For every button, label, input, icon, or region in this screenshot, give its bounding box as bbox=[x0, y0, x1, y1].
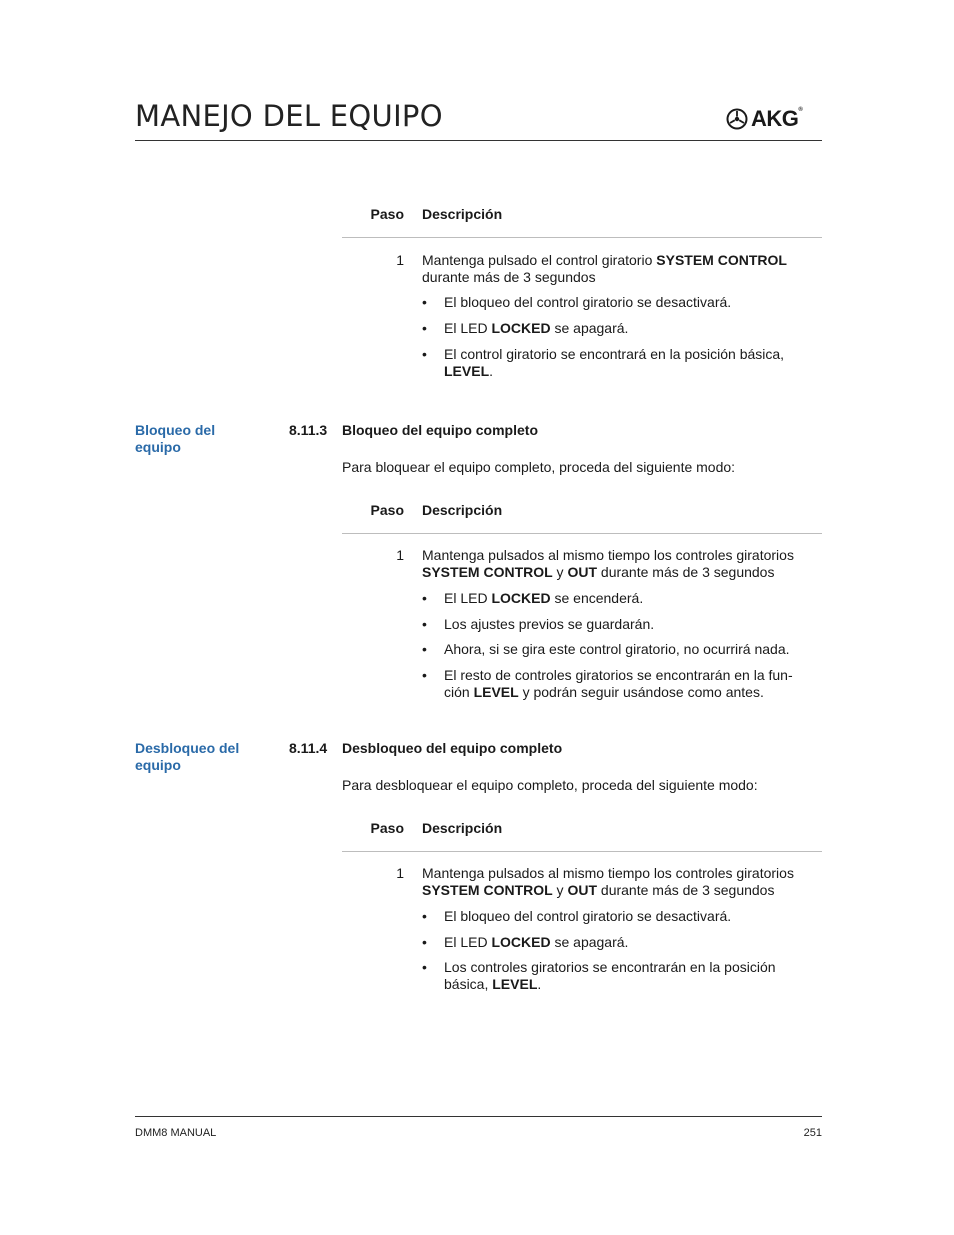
side-label-lock: Bloqueo del equipo bbox=[135, 422, 216, 455]
akg-logo bbox=[726, 106, 824, 132]
akg-emblem-icon bbox=[726, 108, 748, 130]
footer-manual-name: DMM8 MANUAL bbox=[135, 1127, 217, 1139]
side-label-unlock: Desbloqueo del equipo bbox=[135, 740, 240, 773]
step-description: Mantenga pulsados al mismo tiempo los controles giratorios SYSTEM CONTROL y OUT durante más de 3 segundos bbox=[422, 865, 794, 898]
section-intro: Para desbloquear el equipo completo, proceda del siguiente modo: bbox=[342, 777, 758, 793]
table-header-step: Paso bbox=[370, 820, 404, 836]
section-title: Bloqueo del equipo completo bbox=[342, 422, 538, 438]
table-header-description: Descripción bbox=[422, 206, 503, 222]
section-intro: Para bloquear el equipo completo, proceda del siguiente modo: bbox=[342, 459, 736, 475]
table-header-description: Descripción bbox=[422, 502, 503, 518]
table-divider bbox=[342, 533, 822, 534]
header-divider bbox=[135, 140, 822, 141]
brand-wordmark: AKG® bbox=[751, 106, 803, 131]
table-divider bbox=[342, 237, 822, 238]
step-number: 1 bbox=[396, 865, 404, 881]
step-number: 1 bbox=[396, 252, 404, 268]
table-divider bbox=[342, 851, 822, 852]
table-header-description: Descripción bbox=[422, 820, 503, 836]
footer-divider bbox=[135, 1116, 822, 1117]
step-number: 1 bbox=[396, 547, 404, 563]
section-number: 8.11.4 bbox=[289, 740, 328, 756]
table-header-step: Paso bbox=[370, 206, 404, 222]
page-number: 251 bbox=[803, 1127, 822, 1139]
step-description: Mantenga pulsados al mismo tiempo los controles giratorios SYSTEM CONTROL y OUT durante más de 3 segundos bbox=[422, 547, 794, 580]
section-title: Desbloqueo del equipo completo bbox=[342, 740, 563, 756]
section-number: 8.11.3 bbox=[289, 422, 328, 438]
step-description: Mantenga pulsado el control giratorio SYSTEM CONTROL durante más de 3 segundos bbox=[422, 252, 787, 285]
table-header-step: Paso bbox=[370, 502, 404, 518]
page-title: MANEJO DEL EQUIPO bbox=[135, 99, 443, 133]
